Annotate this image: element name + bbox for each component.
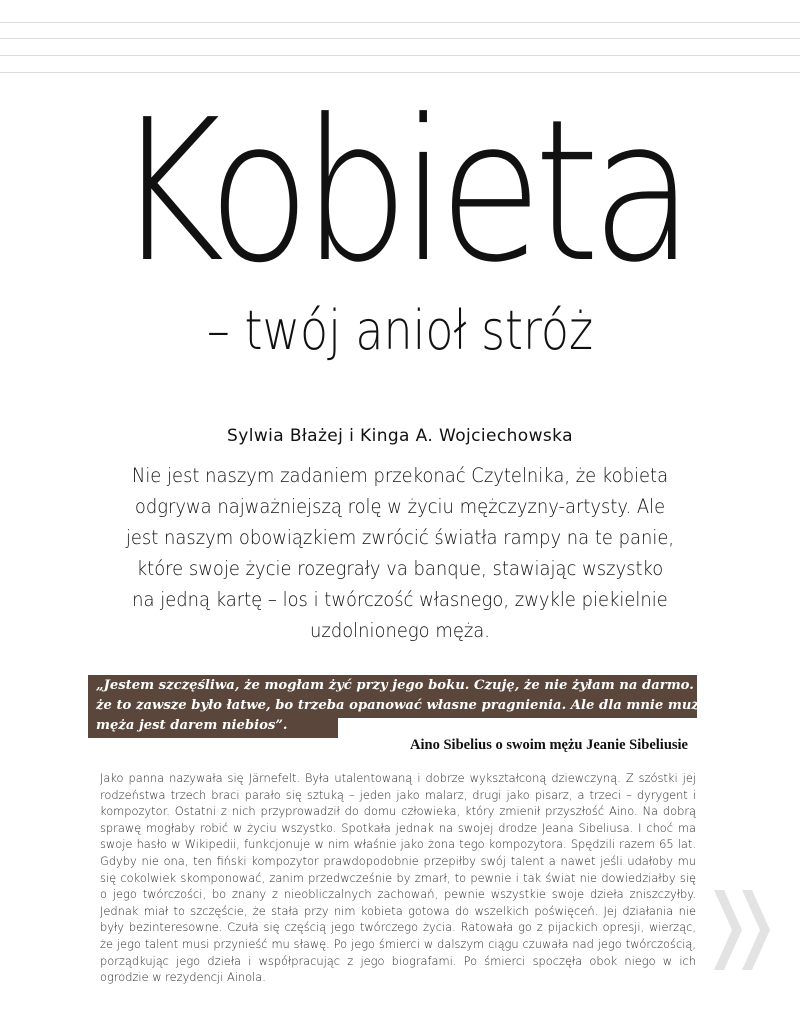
pull-quote-line	[88, 695, 783, 715]
article-authors: Sylwia Błażej i Kinga A. Wojciechowska	[227, 426, 573, 446]
pull-quote-line	[88, 675, 790, 695]
article-body: Jako panna nazywała się Järnefelt. Była utalentowaną i dobrze wykształconą dziewczyną. Z szóstki jej rodzeństwa trzech braci parało się sztuką – jeden jako malarz, drugi jako pisarz, a trzeci – dyrygent i kompozytor. Ostatni z nich przyprowadził do domu człowieka, który zmienił przyszłość Aino. Na dobrą sprawę mogłaby robić w życiu wszystko. Spotkała jednak na swojej drodze Jeana Sibeliusa. I choć ma swoje hasło w Wikipedii, funkcjonuje w nim właśnie jako żona tego kompozytora. Spędzili razem 65 lat. Gdyby nie ona, ten fiński kompozytor prawdopodobnie przepiłby swój talent a nawet jeśli udałoby mu się cokolwiek skomponować, zanim przedwcześnie by zmarł, to pewnie i tak świat nie dowiedziałby się o jego twórczości, bo znany z nieobliczalnych zachowań, pewnie wszystkie swoje dzieła zniszczyłby. Jednak miał to szczęście, że stała przy nim kobieta gotowa do wszelkich poświęceń. Jej działania nie były bezinteresowne. Czuła się częścią jego twórczego życia. Ratowała go z pijackich opresji, wierząc, że jego talent musi przynieść mu sławę. Po jego śmierci w dalszym ciągu czuwała nad jego twórczością, porządkując jego dzieła i współpracując z jego biografami. Po śmierci spoczęła obok niego w ich ogrodzie w rezydencji Ainola.	[100, 771, 696, 985]
header-rule-3	[0, 55, 800, 56]
header-rule-2	[0, 38, 800, 39]
pull-quote	[88, 675, 790, 735]
pull-quote-line	[88, 715, 708, 735]
page-title: Kobieta	[113, 78, 686, 306]
pull-quote-text-2: że to zawsze było łatwe, bo trzeba opanować własne pragnienia. Ale dla mnie muzyka mojego	[88, 695, 697, 718]
pull-quote-attribution: Aino Sibelius o swoim mężu Jeanie Sibeliusie	[410, 737, 688, 753]
page-subtitle: – twój anioł stróż	[206, 299, 594, 362]
header-rule-4	[0, 72, 800, 73]
pull-quote-text-1: „Jestem szczęśliwa, że mogłam żyć przy jego boku. Czuję, że nie żyłam na darmo. Nie powiem,	[88, 675, 697, 698]
double-chevron-right-icon	[712, 888, 774, 972]
header-rule-1	[0, 22, 800, 23]
pull-quote-text-3: męża jest darem niebios”.	[88, 715, 338, 738]
article-lead: Nie jest naszym zadaniem przekonać Czytelnika, że kobieta odgrywa najważniejszą rolę w życiu mężczyzny-artysty. Ale jest naszym obowiązkiem zwrócić światła rampy na te panie, które swoje życie rozegrały va banque, stawiając wszystko na jedną kartę – los i twórczość własnego, zwykle piekielnie uzdolnionego męża.	[125, 464, 675, 642]
